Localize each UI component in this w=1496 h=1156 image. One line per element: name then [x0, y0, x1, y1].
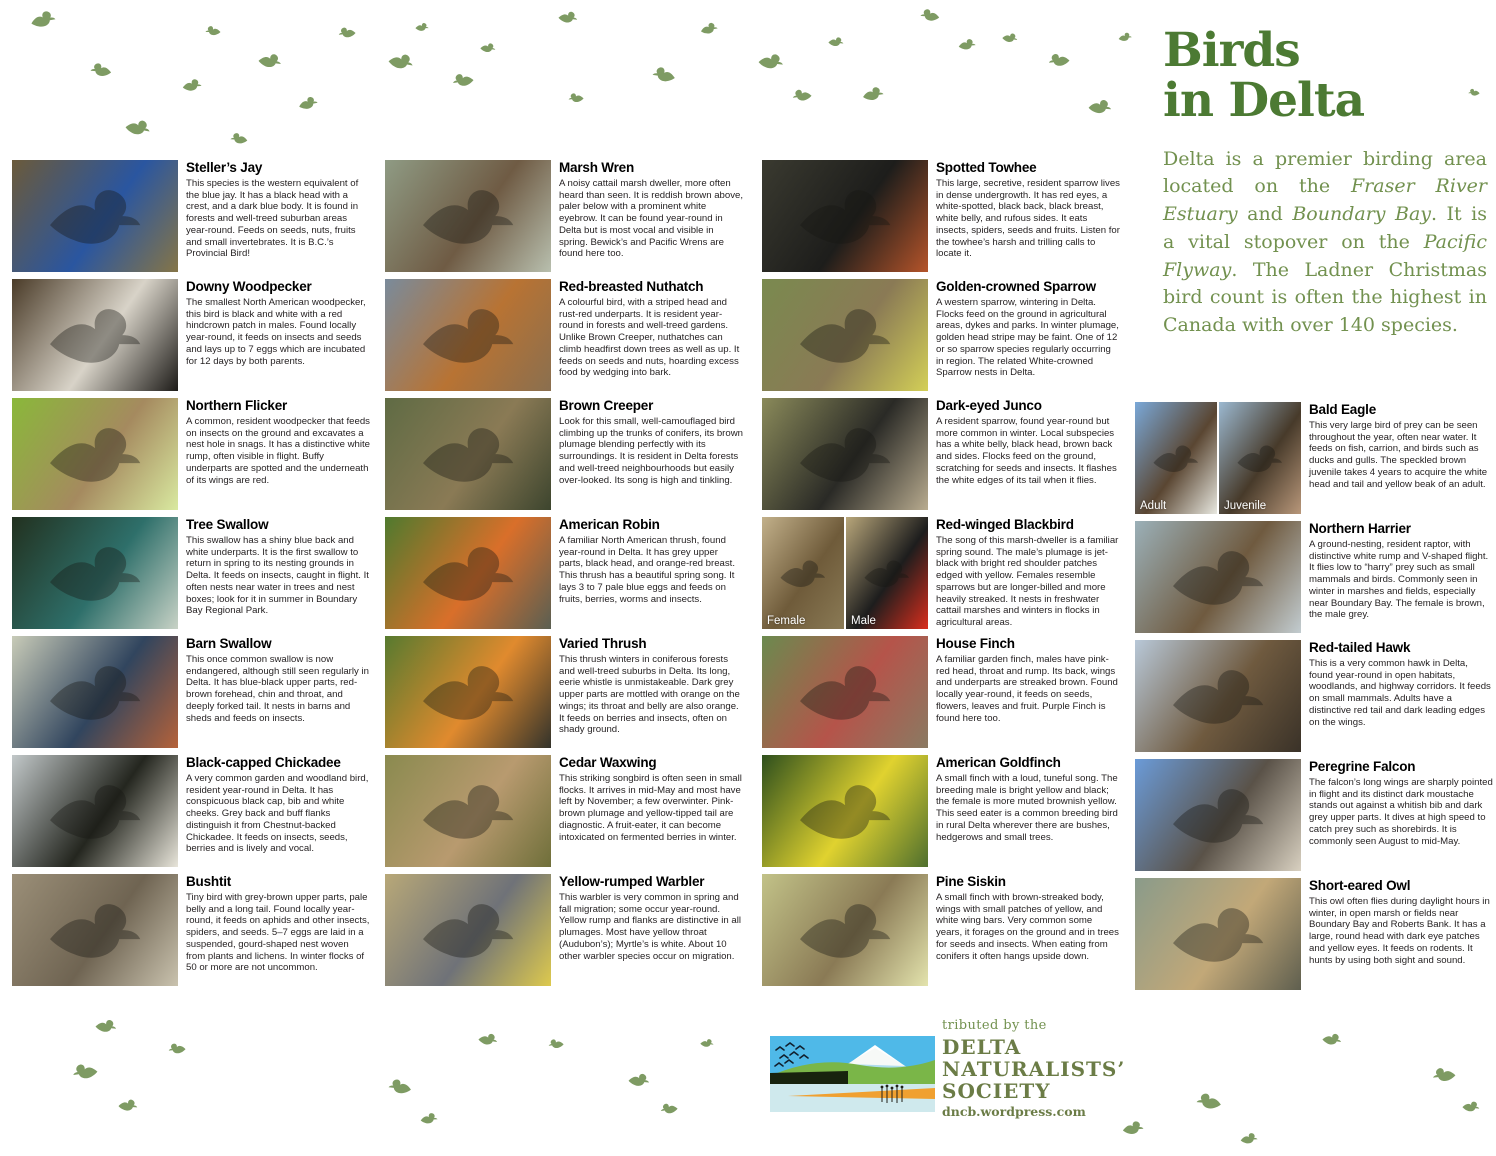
- bird-photo: [762, 160, 928, 272]
- bird-entry: [12, 398, 370, 510]
- bird-description: Tiny bird with grey-brown upper parts, pale belly and a long tail. Found locally year-round, it feeds on aphids and other insects, spiders, and seeds. 5–7 eggs are laid in a suspended, gourd-shaped nest woven from plants and lichens. In winter flocks of 50 or more are not uncommon.: [186, 892, 370, 974]
- flying-bird-silhouette-icon: [557, 9, 578, 25]
- bird-photo-image: [762, 160, 928, 272]
- bird-photo: [385, 636, 551, 748]
- bird-description: This is a very common hawk in Delta, found year-round in open habitats, woodlands, and highway corridors. It feeds on small mammals. Adults have a distinctive red tail and dark leading edges on the wings.: [1309, 658, 1491, 728]
- bird-photo-image: [1219, 402, 1301, 514]
- bird-text-block: [936, 636, 1120, 724]
- bird-description: The falcon’s long wings are sharply pointed in flight and its distinct dark moustache stands out against a whitish bib and dark grey upper parts. It dives at high speed to catch prey such as shorebirds. It is commonly seen August to mid-May.: [1309, 777, 1493, 847]
- bird-text-block: [936, 517, 1120, 629]
- bird-description: A familiar North American thrush, found year-round in Delta. It has grey upper parts, black head, and orange-red breast. This thrush has a beautiful spring song. It lays 3 to 7 pale blue eggs and feeds on fruits, berries, worms and insects.: [559, 535, 735, 605]
- bird-photo-image: [846, 517, 928, 629]
- bird-photo: [1135, 759, 1301, 871]
- bird-photo-image: [385, 398, 551, 510]
- bird-name: House Finch: [936, 636, 1015, 651]
- bird-entry: [1135, 759, 1493, 871]
- bird-text-block: [1309, 759, 1493, 847]
- bird-photo-image: [385, 517, 551, 629]
- flying-bird-silhouette-icon: [89, 61, 112, 78]
- bird-text-block: [936, 279, 1120, 379]
- bird-photo: [762, 755, 928, 867]
- flying-bird-silhouette-icon: [479, 41, 496, 54]
- flying-bird-silhouette-icon: [828, 35, 845, 47]
- flying-bird-silhouette-icon: [415, 22, 429, 32]
- flying-bird-silhouette-icon: [699, 21, 719, 36]
- bird-photo-image: [12, 636, 178, 748]
- bird-description: This once common swallow is now endangered, although still seen regularly in Delta. It has blue-black upper parts, red-brown forehead, chin and throat, and deeply forked tail. It nests in barns and sheds and feeds on insects.: [186, 654, 369, 724]
- bird-entry: [762, 874, 1120, 986]
- bird-description: A western sparrow, wintering in Delta. Flocks feed on the ground in agricultural areas, dykes and parks. In winter plumage, golden head stripe may be faint. One of 12 or so sparrow species regularly occurring in region. The related White-crowned Sparrow nests in Delta.: [936, 297, 1119, 379]
- bird-photo: [762, 636, 928, 748]
- intro-segment: Delta is a premier birding area located on the: [1163, 147, 1487, 198]
- bird-entry: [12, 160, 370, 272]
- flying-bird-silhouette-icon: [627, 1071, 650, 1088]
- bird-photo: [1135, 640, 1301, 752]
- bird-photo: [385, 755, 551, 867]
- org-line-3: SOCIETY: [942, 1079, 1051, 1103]
- bird-entry: [762, 160, 1120, 272]
- bird-photo: [12, 398, 178, 510]
- bird-text-block: [186, 517, 370, 617]
- bird-text-block: [559, 279, 743, 379]
- bird-photo-image: [1135, 759, 1301, 871]
- website-url: dncb.wordpress.com: [942, 1104, 1086, 1119]
- bird-photo-image: [385, 160, 551, 272]
- bird-description: A colourful bird, with a striped head and rust-red underparts. It is resident year-round in forests and well-treed gardens. Unlike Brown Creeper, nuthatches can climb headfirst down trees as well as up. It feeds on seeds and nuts, hoarding excess food by wedging into bark.: [559, 297, 740, 379]
- bird-photo-image: [12, 517, 178, 629]
- bird-name: Downy Woodpecker: [186, 279, 312, 294]
- bird-photo: [762, 279, 928, 391]
- bird-description: This striking songbird is often seen in small flocks. It arrives in mid-May and most have left by November; a few overwinter. Pink-brown plumage and yellow-tipped tail are diagnostic. A fruit-eater, it can become intoxicated on fermented berries in winter.: [559, 773, 742, 843]
- bird-entry: [1135, 640, 1493, 752]
- bird-entry: [762, 636, 1120, 748]
- flying-bird-silhouette-icon: [1001, 31, 1018, 44]
- bird-text-block: [1309, 878, 1493, 966]
- bird-description: This swallow has a shiny blue back and white underparts. It is the first swallow to return in spring to its nesting grounds in Delta. It feeds on insects, caught in flight. It often nests near water in trees and nest boxes; look for it in summer in Boundary Bay Regional Park.: [186, 535, 369, 617]
- bird-entry: [385, 160, 743, 272]
- bird-name: Red-breasted Nuthatch: [559, 279, 704, 294]
- bird-name: Cedar Waxwing: [559, 755, 657, 770]
- bird-name: Steller’s Jay: [186, 160, 263, 175]
- photo-caption-label: Female: [767, 615, 806, 627]
- flying-bird-silhouette-icon: [29, 8, 58, 30]
- bird-photo-image: [762, 279, 928, 391]
- org-line-2: NATURALISTS’: [942, 1057, 1126, 1081]
- bird-photo-image: [762, 517, 844, 629]
- bird-name: Short-eared Owl: [1309, 878, 1411, 893]
- flying-bird-silhouette-icon: [387, 1077, 413, 1096]
- bird-photo: [385, 517, 551, 629]
- bird-description: A resident sparrow, found year-round but more common in winter. Local subspecies has a white belly, black head, brown back and sides. Flocks feed on the ground, scratching for seeds and insects. It flashes the white edges of its tail when it flies.: [936, 416, 1117, 486]
- bird-photo: [762, 398, 928, 510]
- bird-name: Dark-eyed Junco: [936, 398, 1042, 413]
- flying-bird-silhouette-icon: [861, 85, 885, 103]
- bird-photo: [1135, 402, 1301, 514]
- bird-photo-image: [1135, 640, 1301, 752]
- bird-description: This species is the western equivalent of the blue jay. It has a black head with a crest, and a dark blue body. It is found in forests and well-treed suburban areas year-round. Feeds on seeds, nuts, fruits and small invertebrates. It is B.C.’s Provincial Bird!: [186, 178, 359, 260]
- bird-photo: [12, 636, 178, 748]
- bird-photo: [12, 279, 178, 391]
- flying-bird-silhouette-icon: [451, 71, 475, 89]
- flying-bird-silhouette-icon: [118, 1097, 139, 1112]
- landscape-logo-art: [770, 1036, 935, 1112]
- bird-photo-image: [385, 636, 551, 748]
- title-line-1: Birds: [1163, 23, 1300, 78]
- bird-text-block: [559, 517, 743, 605]
- bird-photo: [1135, 878, 1301, 990]
- flying-bird-silhouette-icon: [1087, 97, 1112, 115]
- flying-bird-silhouette-icon: [700, 1038, 715, 1049]
- bird-entry: [12, 636, 370, 748]
- flying-bird-silhouette-icon: [919, 7, 940, 22]
- bird-entry: [762, 517, 1120, 629]
- flying-bird-silhouette-icon: [94, 1017, 117, 1034]
- bird-photo: [385, 398, 551, 510]
- bird-name: Spotted Towhee: [936, 160, 1037, 175]
- org-line-1: DELTA: [942, 1035, 1022, 1059]
- photo-caption-label: Adult: [1140, 500, 1167, 512]
- bird-name: Bushtit: [186, 874, 232, 889]
- bird-entry: [762, 398, 1120, 510]
- title-line-2: in Delta: [1163, 72, 1365, 128]
- flying-bird-silhouette-icon: [205, 25, 221, 36]
- flying-bird-silhouette-icon: [181, 77, 202, 92]
- flying-bird-silhouette-icon: [757, 51, 785, 71]
- bird-name: Northern Harrier: [1309, 521, 1411, 536]
- bird-name: Red-winged Blackbird: [936, 517, 1074, 532]
- flying-bird-silhouette-icon: [659, 1101, 679, 1116]
- bird-entry: [1135, 402, 1493, 514]
- bird-name: Brown Creeper: [559, 398, 654, 413]
- bird-text-block: [186, 874, 370, 974]
- flying-bird-silhouette-icon: [230, 131, 249, 145]
- bird-photo-image: [762, 874, 928, 986]
- bird-description: This very large bird of prey can be seen throughout the year, often near water. It feeds on fish, carrion, and birds such as ducks and gulls. The speckled brown juvenile takes 4 years to acquire the white head and tail and yellow beak of an adult.: [1309, 420, 1488, 490]
- bird-description: A noisy cattail marsh dweller, more often heard than seen. It is reddish brown above, paler below with a prominent white eyebrow. It can be found year-round in Delta but is most vocal and visible in spring. Bewick’s and Pacific Wrens are found here too.: [559, 178, 743, 260]
- bird-photo: [12, 874, 178, 986]
- bird-description: A very common garden and woodland bird, resident year-round in Delta. It has conspicuous black cap, bib and white cheeks. Grey back and buff flanks distinguish it from Chestnut-backed Chickadee. It feeds on insects, seeds, berries and is lively and vocal.: [186, 773, 369, 855]
- flying-bird-silhouette-icon: [337, 25, 356, 39]
- bird-description: A small finch with brown-streaked body, wings with small patches of yellow, and white wing bars. Very common some years, it forages on the ground and in trees for seeds and insects. When eating from conifers it often hangs upside down.: [936, 892, 1119, 962]
- bird-photo: [1135, 521, 1301, 633]
- bird-name: Peregrine Falcon: [1309, 759, 1416, 774]
- flying-bird-silhouette-icon: [420, 1111, 439, 1125]
- bird-photo-image: [385, 279, 551, 391]
- bird-text-block: [559, 755, 743, 843]
- bird-name: Black-capped Chickadee: [186, 755, 341, 770]
- bird-photo: [385, 874, 551, 986]
- bird-description: This owl often flies during daylight hours in winter, in open marsh or fields near Boundary Bay and Roberts Bank. It has a large, round head with dark eye patches and yellow eyes. It feeds on rodents. It hunts by using both sight and sound.: [1309, 896, 1490, 966]
- bird-photo-image: [762, 755, 928, 867]
- bird-entry: [385, 755, 743, 867]
- bird-entry: [385, 398, 743, 510]
- bird-text-block: [936, 874, 1120, 962]
- bird-description: This thrush winters in coniferous forests and well-treed suburbs in Delta. Its long, eerie whistle is unmistakeable. Dark grey upper parts are mottled with orange on the wings; its throat and belly are also orange. It feeds on berries and insects, often on shady ground.: [559, 654, 740, 736]
- bird-name: Marsh Wren: [559, 160, 635, 175]
- flying-bird-silhouette-icon: [957, 37, 976, 51]
- bird-text-block: [186, 160, 370, 260]
- bird-text-block: [1309, 402, 1493, 490]
- flying-bird-silhouette-icon: [547, 1037, 564, 1050]
- bird-name: Red-tailed Hawk: [1309, 640, 1411, 655]
- bird-photo-image: [12, 279, 178, 391]
- bird-entry: [762, 279, 1120, 391]
- bird-photo: [12, 160, 178, 272]
- bird-photo: [762, 517, 928, 629]
- bird-description: This warbler is very common in spring and fall migration; some occur year-round. Yellow rump and flanks are distinctive in all plumages. Most have yellow throat (Audubon’s); Myrtle’s is white. About 10 other warbler species occur on migration.: [559, 892, 742, 962]
- bird-entry: [12, 517, 370, 629]
- bird-photo-image: [762, 398, 928, 510]
- flying-bird-silhouette-icon: [477, 1031, 499, 1047]
- bird-description: This large, secretive, resident sparrow lives in dense undergrowth. It has red eyes, a white-spotted, black back, black breast, white belly, and rufous sides. It eats insects, spiders, seeds and fruits. Listen for the towhee’s harsh and trilling calls to locate it.: [936, 178, 1120, 260]
- bird-entry: [385, 636, 743, 748]
- photo-caption-label: Juvenile: [1224, 500, 1267, 512]
- society-logo: [770, 1036, 935, 1112]
- species-column-3: [762, 160, 1120, 993]
- intro-paragraph: [1163, 146, 1487, 340]
- flying-bird-silhouette-icon: [1117, 31, 1132, 42]
- intro-segment: . The Ladner Christmas bird count is often the highest in Canada with over 140 species.: [1163, 258, 1487, 337]
- bird-text-block: [559, 874, 743, 962]
- bird-photo: [12, 517, 178, 629]
- bird-text-block: [559, 636, 743, 736]
- footer-credit-block: [942, 1018, 1202, 1119]
- bird-name: Bald Eagle: [1309, 402, 1377, 417]
- bird-photo: [12, 755, 178, 867]
- bird-text-block: [1309, 640, 1493, 728]
- bird-description: A familiar garden finch, males have pink-red head, throat and rump. Its back, wings and underparts are streaked brown. Found locally year-round, it feeds on seeds, flowers, leaves and fruit. Purple Finch is found here too.: [936, 654, 1118, 724]
- credit-text: tributed by the: [942, 1018, 1047, 1033]
- bird-entry: [762, 755, 1120, 867]
- bird-photo-image: [12, 755, 178, 867]
- flying-bird-silhouette-icon: [257, 50, 283, 70]
- right-column: [1135, 0, 1493, 1156]
- flying-bird-silhouette-icon: [71, 1060, 99, 1081]
- flying-bird-silhouette-icon: [568, 91, 585, 103]
- page-title: [1163, 23, 1493, 128]
- bird-text-block: [936, 398, 1120, 486]
- bird-text-block: [186, 279, 370, 367]
- flying-bird-silhouette-icon: [791, 87, 812, 103]
- bird-entry: [12, 279, 370, 391]
- species-column-4: [1135, 402, 1493, 997]
- intro-segment: Pacific Flyway: [1163, 230, 1487, 281]
- photo-caption-label: Male: [851, 615, 876, 627]
- bird-name: Pine Siskin: [936, 874, 1006, 889]
- bird-entry: [12, 755, 370, 867]
- bird-text-block: [936, 755, 1120, 843]
- bird-text-block: [1309, 521, 1493, 621]
- bird-photo-image: [1135, 521, 1301, 633]
- bird-name: Barn Swallow: [186, 636, 272, 651]
- flying-bird-silhouette-icon: [297, 94, 319, 112]
- species-column-2: [385, 160, 743, 993]
- bird-photo-image: [12, 398, 178, 510]
- flying-bird-silhouette-icon: [124, 116, 153, 138]
- bird-entry: [385, 874, 743, 986]
- species-column-1: [12, 160, 370, 993]
- bird-name: Tree Swallow: [186, 517, 269, 532]
- intro-segment: Fraser River Estuary: [1163, 175, 1488, 226]
- bird-entry: [385, 279, 743, 391]
- bird-entry: [1135, 521, 1493, 633]
- bird-description: A small finch with a loud, tuneful song. The breeding male is bright yellow and black; the female is more muted brownish yellow. This seed eater is a common breeding bird in rural Delta wherever there are bushes, hedgerows and small trees.: [936, 773, 1118, 843]
- bird-description: A ground-nesting, resident raptor, with distinctive white rump and V-shaped flight. It flies low to “harry” prey such as small mammals and birds. Commonly seen in winter in marshes and fields, especially near Boundary Bay. The female is brown, the male grey.: [1309, 539, 1489, 621]
- bird-photo: [762, 874, 928, 986]
- bird-description: A common, resident woodpecker that feeds on insects on the ground and excavates a nest hole in snags. It has a distinctive white rump, often visible in flight. Buffy underparts are spotted and the underneath of its wings are red.: [186, 416, 370, 486]
- bird-text-block: [936, 160, 1120, 260]
- bird-photo-image: [12, 160, 178, 272]
- bird-text-block: [186, 755, 370, 855]
- bird-name: Golden-crowned Sparrow: [936, 279, 1096, 294]
- bird-photo-image: [762, 636, 928, 748]
- bird-entry: [385, 517, 743, 629]
- bird-text-block: [559, 398, 743, 486]
- bird-photo-image: [1135, 878, 1301, 990]
- intro-segment: and: [1237, 203, 1293, 226]
- bird-photo: [385, 279, 551, 391]
- bird-photo-image: [385, 874, 551, 986]
- bird-name: American Goldfinch: [936, 755, 1061, 770]
- bird-text-block: [186, 636, 370, 724]
- bird-photo-image: [12, 874, 178, 986]
- flying-bird-silhouette-icon: [1047, 51, 1070, 68]
- bird-name: Yellow-rumped Warbler: [559, 874, 705, 889]
- bird-description: Look for this small, well-camouflaged bird climbing up the trunks of conifers, its brown plumage blending perfectly with its surroundings. It is resident in Delta forests and well-treed neighbourhoods but easily over-looked. Its song is high and tinkling.: [559, 416, 743, 486]
- bird-description: The smallest North American woodpecker, this bird is black and white with a red hindcrown patch in males. Found locally year-round, it feeds on insects and seeds and lays up to 7 eggs which are incubated for 12 days by both parents.: [186, 297, 366, 367]
- bird-photo-image: [385, 755, 551, 867]
- flying-bird-silhouette-icon: [651, 64, 677, 84]
- bird-name: Northern Flicker: [186, 398, 288, 413]
- bird-entry: [1135, 878, 1493, 990]
- intro-segment: . It is a vital stopover on the: [1163, 203, 1487, 253]
- intro-segment: Boundary Bay: [1292, 203, 1432, 226]
- flying-bird-silhouette-icon: [387, 50, 416, 72]
- bird-text-block: [559, 160, 743, 260]
- bird-photo-image: [1135, 402, 1217, 514]
- bird-entry: [12, 874, 370, 986]
- bird-description: The song of this marsh-dweller is a familiar spring sound. The male’s plumage is jet-black with bright red shoulder patches edged with yellow. Females resemble sparrows but are longer-billed and more heavily streaked. It nests in freshwater cattail marshes and winters in flocks in agricultural areas.: [936, 535, 1119, 628]
- bird-name: American Robin: [559, 517, 660, 532]
- bird-text-block: [186, 398, 370, 486]
- org-name: [942, 1036, 1202, 1102]
- bird-photo: [385, 160, 551, 272]
- flying-bird-silhouette-icon: [167, 1041, 186, 1055]
- bird-name: Varied Thrush: [559, 636, 647, 651]
